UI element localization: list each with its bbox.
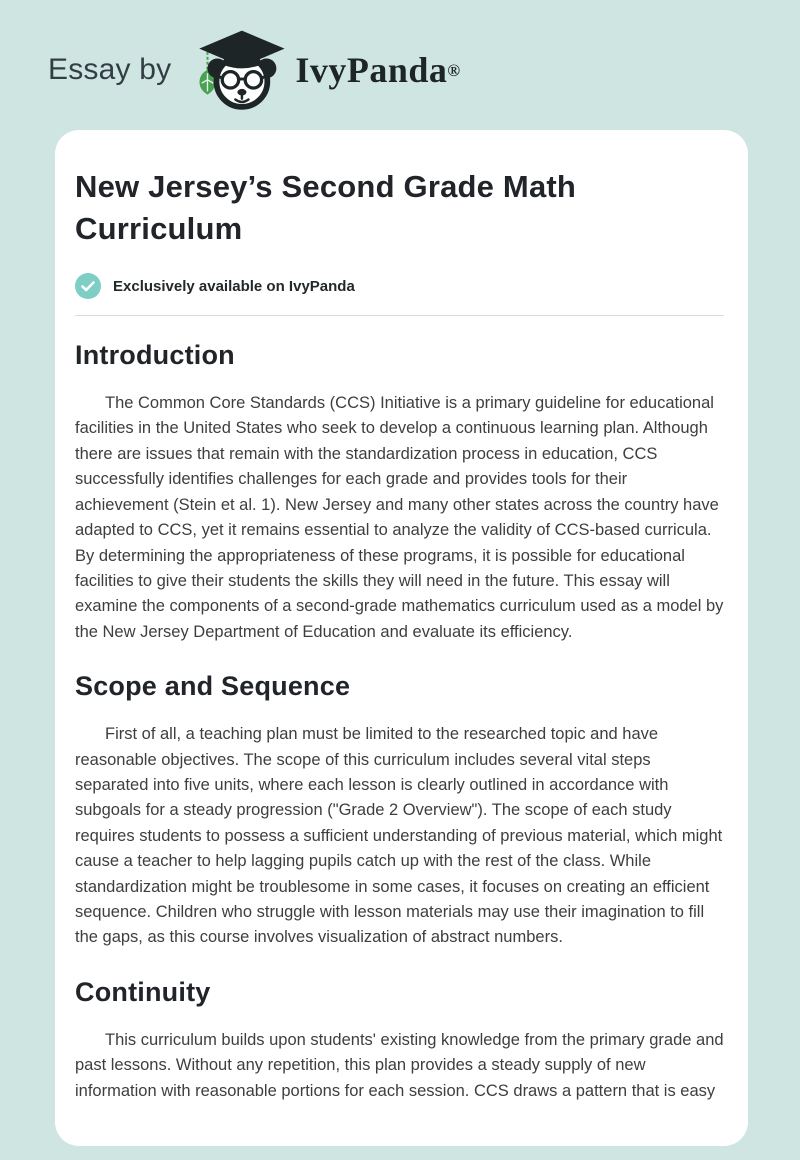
- exclusive-badge: [75, 273, 724, 299]
- divider: [75, 315, 724, 316]
- exclusive-badge-label: Exclusively available on IvyPanda: [113, 277, 355, 295]
- section-introduction: [75, 340, 724, 645]
- panda-graduate-icon: [187, 29, 287, 111]
- registered-trademark: ®: [447, 60, 461, 80]
- paragraph-introduction: The Common Core Standards (CCS) Initiative is a primary guideline for educational facilities in the United States who seek to develop a continuous learning plan. Although there are issues that remain with the standardization process in education, CCS successfully identifies challenges for each grade and provides tools for their achievement (Stein et al. 1). New Jersey and many other states across the country have adapted to CCS, yet it remains essential to analyze the validity of CCS-based curricula. By determining the appropriateness of these programs, it is possible for educational facilities to give their students the skills they will need in the future. This essay will examine the components of a second-grade mathematics curriculum used as a model by the New Jersey Department of Education and evaluate its efficiency.: [75, 394, 724, 641]
- paragraph-continuity: This curriculum builds upon students' existing knowledge from the primary grade and past lessons. Without any repetition, this plan provides a steady supply of new information with reasonable portions for each session. CCS draws a pattern that is easy: [75, 1030, 724, 1100]
- section-heading-introduction: Introduction: [75, 340, 235, 371]
- essay-card: [55, 130, 748, 1146]
- section-continuity: [75, 977, 724, 1104]
- section-heading-continuity: Continuity: [75, 976, 211, 1007]
- site-header: [0, 0, 800, 130]
- section-scope-and-sequence: [75, 671, 724, 951]
- section-heading-scope-and-sequence: Scope and Sequence: [75, 671, 351, 702]
- ivypanda-logo[interactable]: [187, 29, 460, 111]
- check-icon: [75, 273, 101, 299]
- paragraph-scope-and-sequence: First of all, a teaching plan must be limited to the researched topic and have reasonable objectives. The scope of this curriculum includes several vital steps separated into five units, where each lesson is clearly outlined in accordance with subgoals for a steady progression ("Grade 2 Overview"). The scope of each study requires students to possess a sufficient understanding of previous material, which might cause a teacher to help lagging pupils catch up with the rest of the class. While standardization might be troublesome in some cases, it focuses on creating an efficient sequence. Children who struggle with lesson materials may use their imagination to fill the gaps, as this course involves visualization of abstract numbers.: [75, 725, 723, 947]
- brand-name: IvyPanda: [295, 50, 448, 90]
- essay-by-label: Essay by: [48, 53, 172, 86]
- essay-title: New Jersey’s Second Grade Math Curriculum: [75, 169, 577, 246]
